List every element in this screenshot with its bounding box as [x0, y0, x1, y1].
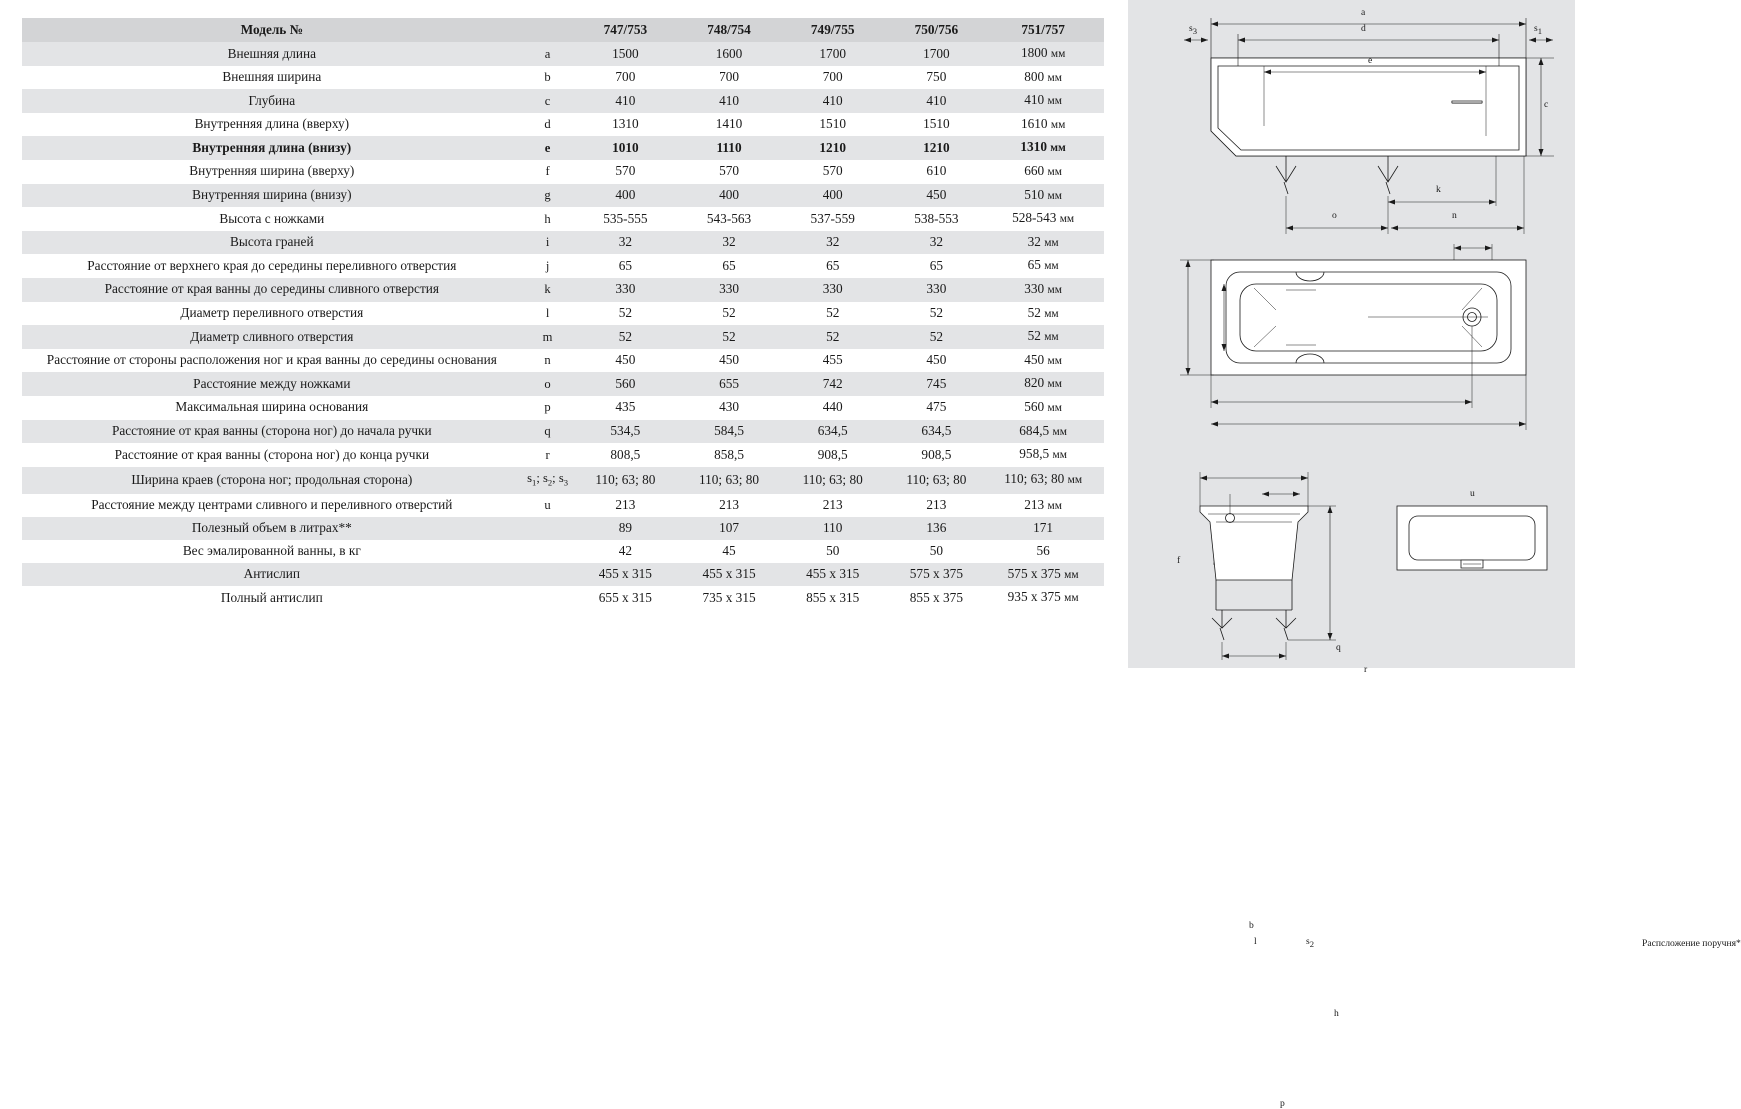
value-text: 575 x 375	[1007, 565, 1061, 581]
row-symbol: u	[522, 494, 574, 518]
row-value	[988, 396, 1104, 420]
dim-label-a: a	[1361, 7, 1366, 18]
value-text: 450	[1024, 351, 1045, 367]
row-label: Внутренняя длина (внизу)	[22, 136, 522, 160]
row-value: 65	[677, 254, 781, 278]
row-symbol: f	[522, 160, 574, 184]
row-symbol: k	[522, 278, 574, 302]
row-value: 52	[781, 302, 885, 326]
row-value: 1410	[677, 113, 781, 137]
table-row	[22, 231, 1104, 255]
row-label: Диаметр переливного отверстия	[22, 302, 522, 326]
row-value: 52	[781, 325, 885, 349]
specification-table	[22, 18, 1104, 610]
row-symbol	[522, 586, 574, 610]
row-value: 450	[574, 349, 678, 373]
row-symbol: h	[522, 207, 574, 231]
unit-label: мм	[1064, 592, 1079, 605]
value-text: 330	[1024, 280, 1045, 296]
row-value	[988, 66, 1104, 90]
row-symbol	[522, 540, 574, 563]
unit-label: мм	[1044, 236, 1059, 249]
row-value: 535-555	[574, 207, 678, 231]
row-value	[988, 372, 1104, 396]
handle-position-drawing	[1383, 478, 1741, 949]
header-col-4: 750/756	[885, 18, 989, 42]
row-value	[988, 184, 1104, 208]
table-row	[22, 302, 1104, 326]
row-value: 1510	[885, 113, 989, 137]
row-value: 700	[574, 66, 678, 90]
table-body	[22, 42, 1104, 610]
dim-label-n: n	[1452, 210, 1457, 221]
row-label: Расстояние от края ванны до середины сливного отверстия	[22, 278, 522, 302]
row-value: 575 x 375	[885, 563, 989, 587]
row-value	[988, 325, 1104, 349]
row-value: 745	[885, 372, 989, 396]
row-value: 855 x 315	[781, 586, 885, 610]
row-value	[988, 443, 1104, 467]
row-value: 735 x 315	[677, 586, 781, 610]
table-row	[22, 113, 1104, 137]
row-value	[988, 42, 1104, 66]
row-symbol: e	[522, 136, 574, 160]
row-value: 52	[885, 325, 989, 349]
row-value: 750	[885, 66, 989, 90]
table-row	[22, 396, 1104, 420]
unit-label: мм	[1047, 71, 1062, 84]
row-value	[988, 89, 1104, 113]
row-value	[988, 586, 1104, 610]
specification-table-container	[0, 0, 1128, 668]
table-header-row	[22, 18, 1104, 42]
row-value: 430	[677, 396, 781, 420]
row-value: 330	[781, 278, 885, 302]
row-symbol: b	[522, 66, 574, 90]
row-value	[988, 302, 1104, 326]
side-view-drawing	[1136, 6, 1566, 251]
row-label: Расстояние от края ванны (сторона ног) до конца ручки	[22, 443, 522, 467]
row-value: 213	[677, 494, 781, 518]
handle-view-caption: Распсложение поручня*	[1642, 938, 1741, 949]
row-value: 213	[781, 494, 885, 518]
table-row	[22, 184, 1104, 208]
table-row	[22, 136, 1104, 160]
table-row	[22, 563, 1104, 587]
dim-label-q: q	[1336, 642, 1341, 653]
row-value: 1510	[781, 113, 885, 137]
value-text: 935 x 375	[1007, 589, 1061, 605]
value-text: 660	[1024, 162, 1045, 178]
row-value: 330	[677, 278, 781, 302]
unit-label: мм	[1047, 283, 1062, 296]
row-value: 440	[781, 396, 885, 420]
row-value: 1310	[574, 113, 678, 137]
row-value: 110	[781, 517, 885, 540]
row-value: 42	[574, 540, 678, 563]
unit-label: мм	[1047, 189, 1062, 202]
row-value: 655	[677, 372, 781, 396]
front-view-drawing	[1158, 460, 1368, 1109]
row-value: 1600	[677, 42, 781, 66]
value-text: 213	[1024, 496, 1045, 512]
row-value: 65	[574, 254, 678, 278]
table-header	[22, 18, 1104, 42]
row-value: 570	[677, 160, 781, 184]
row-symbol: g	[522, 184, 574, 208]
dim-label-c: c	[1544, 99, 1549, 110]
row-value	[988, 420, 1104, 444]
header-col-5: 751/757	[988, 18, 1104, 42]
row-value: 400	[574, 184, 678, 208]
row-value: 410	[781, 89, 885, 113]
row-value: 56	[988, 540, 1104, 563]
row-value	[988, 563, 1104, 587]
row-label: Внутренняя длина (вверху)	[22, 113, 522, 137]
value-text: 52	[1027, 328, 1041, 344]
row-value: 537-559	[781, 207, 885, 231]
row-value: 808,5	[574, 443, 678, 467]
row-label: Максимальная ширина основания	[22, 396, 522, 420]
row-value: 400	[677, 184, 781, 208]
table-row	[22, 372, 1104, 396]
table-row	[22, 517, 1104, 540]
row-value: 52	[885, 302, 989, 326]
row-value: 455 x 315	[677, 563, 781, 587]
table-row	[22, 443, 1104, 467]
row-value: 455	[781, 349, 885, 373]
row-value: 584,5	[677, 420, 781, 444]
row-symbol: p	[522, 396, 574, 420]
table-row	[22, 207, 1104, 231]
row-symbol: c	[522, 89, 574, 113]
value-text: 32	[1027, 233, 1041, 249]
row-value: 330	[574, 278, 678, 302]
dim-label-s3: $s_3$	[1189, 23, 1198, 36]
row-value	[988, 349, 1104, 373]
row-value: 570	[574, 160, 678, 184]
row-value: 52	[574, 302, 678, 326]
row-value: 655 x 315	[574, 586, 678, 610]
row-value	[988, 113, 1104, 137]
unit-label: мм	[1067, 474, 1083, 487]
row-value: 534,5	[574, 420, 678, 444]
value-text: 110; 63; 80	[1004, 471, 1065, 487]
row-label: Высота граней	[22, 231, 522, 255]
row-value: 52	[677, 325, 781, 349]
dim-label-u: u	[1470, 488, 1475, 499]
row-label: Расстояние между ножками	[22, 372, 522, 396]
dim-label-b: b	[1249, 920, 1254, 931]
row-value	[988, 160, 1104, 184]
row-label: Расстояние от стороны расположения ног и края ванны до середины основания	[22, 349, 522, 373]
unit-label: мм	[1050, 48, 1066, 60]
row-label: Вес эмалированной ванны, в кг	[22, 540, 522, 563]
value-text: 528-543	[1012, 210, 1057, 226]
value-text: 820	[1024, 375, 1045, 391]
row-label: Высота с ножками	[22, 207, 522, 231]
header-model-label: Модель №	[22, 18, 522, 42]
row-value: 634,5	[781, 420, 885, 444]
row-value: 908,5	[781, 443, 885, 467]
table-row	[22, 494, 1104, 518]
row-label: Полезный объем в литрах**	[22, 517, 522, 540]
row-value: 65	[781, 254, 885, 278]
row-value: 450	[885, 184, 989, 208]
row-value: 65	[885, 254, 989, 278]
header-col-1: 747/753	[574, 18, 678, 42]
row-value: 1700	[885, 42, 989, 66]
row-value: 400	[781, 184, 885, 208]
dim-label-h: h	[1334, 1008, 1339, 1019]
value-text: 510	[1024, 186, 1045, 202]
header-col-2: 748/754	[677, 18, 781, 42]
row-value: 32	[574, 231, 678, 255]
row-value: 50	[781, 540, 885, 563]
unit-label: мм	[1050, 142, 1066, 155]
unit-label: мм	[1044, 260, 1059, 273]
unit-label: мм	[1052, 425, 1067, 438]
value-text: 958,5	[1019, 446, 1050, 462]
row-label: Расстояние от верхнего края до середины переливного отверстия	[22, 254, 522, 278]
unit-label: мм	[1050, 118, 1066, 131]
row-symbol: j	[522, 254, 574, 278]
row-value: 32	[677, 231, 781, 255]
value-text: 65	[1027, 257, 1041, 273]
dim-label-l: l	[1254, 936, 1257, 947]
row-value	[988, 278, 1104, 302]
technical-drawings-panel	[1128, 0, 1741, 1109]
row-symbol: o	[522, 372, 574, 396]
row-value: 435	[574, 396, 678, 420]
value-text: 52	[1027, 304, 1041, 320]
unit-label: мм	[1047, 354, 1062, 367]
dim-label-s2: $s_2$	[1306, 936, 1315, 949]
row-value: 410	[574, 89, 678, 113]
value-text: 410	[1024, 92, 1045, 108]
row-value: 700	[677, 66, 781, 90]
unit-label: мм	[1047, 499, 1062, 512]
row-value: 107	[677, 517, 781, 540]
row-value: 89	[574, 517, 678, 540]
row-value: 855 x 375	[885, 586, 989, 610]
value-text: 684,5	[1019, 422, 1050, 438]
row-label: Расстояние от края ванны (сторона ног) до начала ручки	[22, 420, 522, 444]
row-value: 1010	[574, 136, 678, 160]
row-value: 52	[574, 325, 678, 349]
row-label: Полный антислип	[22, 586, 522, 610]
row-label: Внешняя ширина	[22, 66, 522, 90]
row-symbol: n	[522, 349, 574, 373]
row-value: 410	[677, 89, 781, 113]
header-col-3: 749/755	[781, 18, 885, 42]
table-row	[22, 586, 1104, 610]
table-row	[22, 278, 1104, 302]
row-value	[988, 254, 1104, 278]
dim-label-p: p	[1280, 1098, 1285, 1109]
unit-label: мм	[1047, 165, 1062, 178]
row-value: 330	[885, 278, 989, 302]
row-label: Антислип	[22, 563, 522, 587]
unit-label: мм	[1047, 95, 1062, 108]
unit-label: мм	[1044, 331, 1059, 344]
row-value: 858,5	[677, 443, 781, 467]
row-label: Расстояние между центрами сливного и переливного отверстий	[22, 494, 522, 518]
row-value: 1500	[574, 42, 678, 66]
table-row	[22, 89, 1104, 113]
header-symbol	[522, 18, 574, 42]
table-row	[22, 467, 1104, 494]
row-value: 213	[574, 494, 678, 518]
row-value: 32	[885, 231, 989, 255]
row-value: 136	[885, 517, 989, 540]
value-text: 560	[1024, 398, 1045, 414]
row-symbol: i	[522, 231, 574, 255]
row-value: 908,5	[885, 443, 989, 467]
row-symbol: l	[522, 302, 574, 326]
row-value: 1210	[885, 136, 989, 160]
row-value: 700	[781, 66, 885, 90]
unit-label: мм	[1047, 378, 1062, 391]
table-row	[22, 42, 1104, 66]
dim-label-f: f	[1177, 555, 1181, 566]
table-row	[22, 254, 1104, 278]
row-symbol: r	[522, 443, 574, 467]
row-symbol	[522, 563, 574, 587]
row-symbol	[522, 517, 574, 540]
row-label: Глубина	[22, 89, 522, 113]
top-view-drawing	[1136, 240, 1566, 675]
row-value: 610	[885, 160, 989, 184]
unit-label: мм	[1064, 568, 1079, 581]
table-row	[22, 540, 1104, 563]
table-row	[22, 325, 1104, 349]
row-value: 110; 63; 80	[781, 467, 885, 494]
value-text: 800	[1024, 68, 1045, 84]
dim-label-s1: $s_1$	[1534, 23, 1543, 36]
row-value: 171	[988, 517, 1104, 540]
row-value: 110; 63; 80	[677, 467, 781, 494]
row-value: 450	[885, 349, 989, 373]
row-symbol: a	[522, 42, 574, 66]
row-label: Диаметр сливного отверстия	[22, 325, 522, 349]
unit-label: мм	[1047, 401, 1062, 414]
row-label: Внутренняя ширина (внизу)	[22, 184, 522, 208]
row-value: 1210	[781, 136, 885, 160]
value-text: 1800	[1020, 45, 1048, 60]
row-value: 538-553	[885, 207, 989, 231]
dim-label-d: d	[1361, 23, 1366, 34]
row-value: 32	[781, 231, 885, 255]
row-value: 455 x 315	[574, 563, 678, 587]
table-row	[22, 349, 1104, 373]
row-symbol: $s_1$; $s_2$; $s_3$	[522, 467, 574, 494]
row-value: 455 x 315	[781, 563, 885, 587]
dim-label-k: k	[1436, 184, 1441, 195]
row-value	[988, 494, 1104, 518]
row-value: 45	[677, 540, 781, 563]
row-value: 742	[781, 372, 885, 396]
row-value: 1110	[677, 136, 781, 160]
table-row	[22, 66, 1104, 90]
row-value: 410	[885, 89, 989, 113]
unit-label: мм	[1044, 307, 1059, 320]
row-symbol: d	[522, 113, 574, 137]
row-value: 1700	[781, 42, 885, 66]
row-value: 52	[677, 302, 781, 326]
row-value: 560	[574, 372, 678, 396]
row-value: 475	[885, 396, 989, 420]
row-label: Внешняя длина	[22, 42, 522, 66]
row-value: 213	[885, 494, 989, 518]
value-text: 1310	[1020, 139, 1047, 155]
unit-label: мм	[1059, 213, 1075, 226]
row-value: 110; 63; 80	[885, 467, 989, 494]
row-label: Внутренняя ширина (вверху)	[22, 160, 522, 184]
table-row	[22, 160, 1104, 184]
dim-label-r: r	[1364, 664, 1368, 675]
row-value	[988, 136, 1104, 160]
row-value	[988, 231, 1104, 255]
row-value	[988, 467, 1104, 494]
value-text: 1610	[1020, 115, 1048, 131]
row-value: 50	[885, 540, 989, 563]
row-value: 634,5	[885, 420, 989, 444]
dim-label-e: e	[1368, 55, 1373, 66]
row-symbol: q	[522, 420, 574, 444]
table-row	[22, 420, 1104, 444]
row-value: 570	[781, 160, 885, 184]
row-value: 543-563	[677, 207, 781, 231]
dim-label-o: o	[1332, 210, 1337, 221]
unit-label: мм	[1052, 449, 1067, 462]
row-label: Ширина краев (сторона ног; продольная сторона)	[22, 467, 522, 494]
row-value: 110; 63; 80	[574, 467, 678, 494]
row-symbol: m	[522, 325, 574, 349]
row-value	[988, 207, 1104, 231]
row-value: 450	[677, 349, 781, 373]
